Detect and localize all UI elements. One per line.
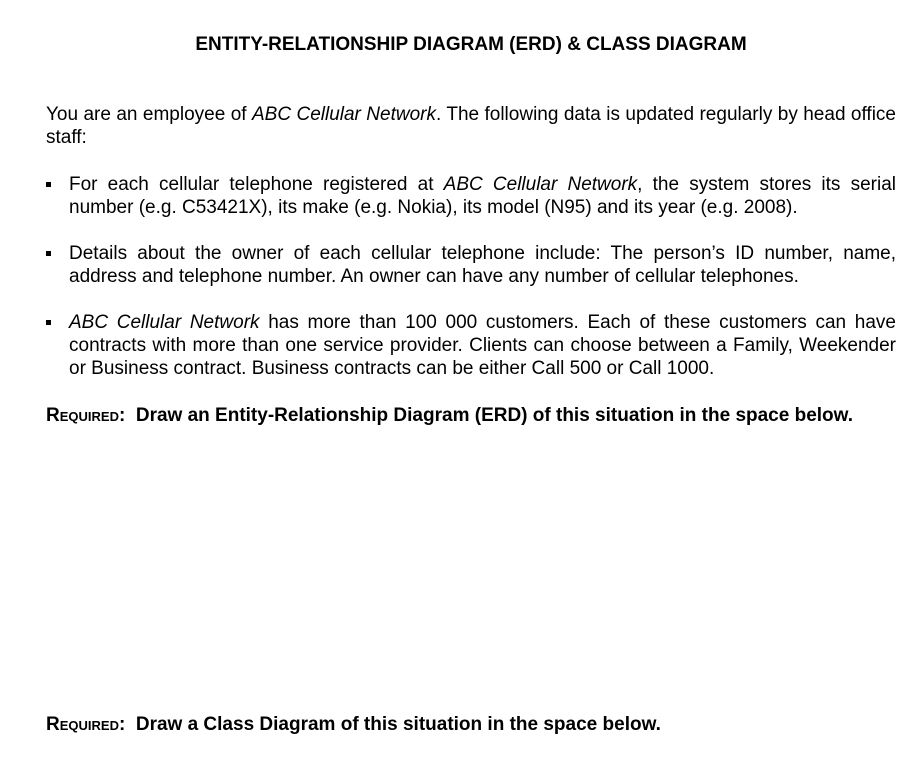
intro-company-name: ABC Cellular Network: [251, 104, 436, 125]
bullet-text: Details about the owner of each cellular telephone include: The person’s ID number, name, address and telephone number. An owner can have any number of cellular telephones.: [69, 243, 896, 287]
requirements-list: [46, 173, 896, 380]
square-bullet-icon: [46, 320, 51, 325]
bullet-company-name: ABC Cellular Network: [443, 174, 638, 195]
bullet-text-after: , the system stores its serial number (e.g. C53421X), its make (e.g. Nokia), its model (N95) and its year (e.g. 2008).: [69, 174, 896, 218]
intro-paragraph: [46, 103, 896, 149]
required-class-instruction: [46, 713, 896, 736]
required-erd-instruction: [46, 404, 896, 427]
document-page: [46, 33, 896, 735]
square-bullet-icon: [46, 182, 51, 187]
required-label: Required:: [46, 405, 126, 426]
required-class-text: Draw a Class Diagram of this situation in the space below.: [135, 714, 661, 735]
required-label: Required:: [46, 714, 126, 735]
intro-text-after: . The following data is updated regularly by head office staff:: [46, 104, 896, 148]
bullet-text-before: For each cellular telephone registered at: [69, 174, 444, 195]
list-item: [46, 311, 896, 380]
square-bullet-icon: [46, 251, 51, 256]
list-item: [46, 242, 896, 288]
page-title: ENTITY-RELATIONSHIP DIAGRAM (ERD) & CLASS DIAGRAM: [195, 34, 747, 55]
intro-text-before: You are an employee of: [46, 104, 252, 125]
list-item: [46, 173, 896, 219]
bullet-company-name: ABC Cellular Network: [69, 312, 260, 333]
bullet-text-after: has more than 100 000 customers. Each of these customers can have contracts with more than one service provider. Clients can choose between a Family, Weekender or Business contract. Business contracts can be either Call 500 or Call 1000.: [69, 312, 896, 379]
required-erd-text: Draw an Entity-Relationship Diagram (ERD) of this situation in the space below.: [135, 405, 854, 426]
